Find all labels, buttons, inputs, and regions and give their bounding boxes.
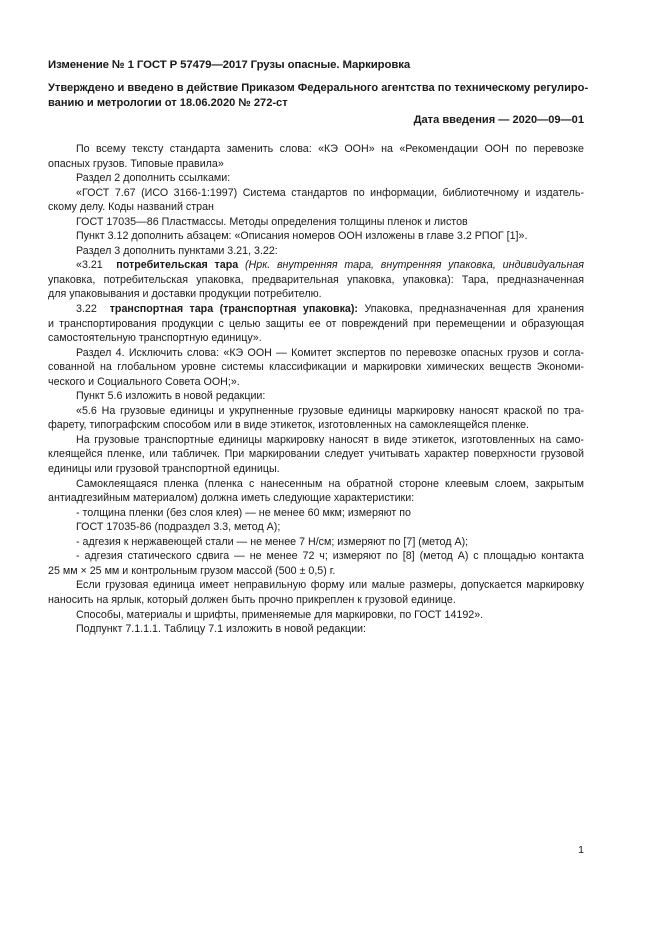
text-line: самостоятельную транспортную единицу».: [48, 332, 262, 345]
text-line: На грузовые транспортные единицы маркировку наносят в виде этикеток, изготовленных на само-: [76, 433, 584, 446]
term-number: 3.22: [76, 303, 97, 316]
list-item: - адгезия статического сдвига — не менее 72 ч; измеряют по [8] (метод А) с площадью контакта: [76, 550, 584, 563]
amendment-title: Изменение № 1 ГОСТ Р 57479—2017 Грузы опасные. Маркировка: [48, 59, 411, 71]
list-item: - адгезия к нержавеющей стали — не менее 7 Н/см; измеряют по [7] (метод А);: [76, 535, 469, 548]
text-line: «5.6 На грузовые единицы и укрупненные грузовые единицы маркировку наносят краской по тра-: [76, 404, 584, 417]
text-line: Если грузовая единица имеет неправильную форму или малые размеры, допускается маркировку: [76, 579, 584, 592]
text-line: 25 мм × 25 мм и контрольным грузом массой (500 ± 0,5) г.: [48, 564, 336, 577]
text-line: для упаковывания и доставки продукции потребителю.: [48, 288, 322, 301]
text-line: Раздел 2 дополнить ссылками:: [76, 172, 231, 185]
text-line: Пункт 3.12 дополнить абзацем: «Описания номеров ООН изложены в главе 3.2 РПОГ [1]».: [76, 230, 528, 243]
approval-statement: [48, 81, 608, 110]
text-line: фарету, типографским способом или в виде этикеток, изготовленных на самоклеящейся пленке.: [48, 419, 530, 432]
list-item: ГОСТ 17035-86 (подраздел 3.3, метод А);: [76, 521, 281, 534]
term-name: транспортная тара (транспортная упаковка):: [109, 303, 358, 316]
text-line: единицы или грузовой транспортной единицы.: [48, 463, 280, 476]
text-line: и транспортирования продукции с целью защиты ее от повреждений при перемещении и образующая: [48, 317, 584, 330]
text-line: наносить на ярлык, который должен быть прочно прикреплен к грузовой единице.: [48, 593, 456, 606]
text-line: ГОСТ 17035—86 Пластмассы. Методы определения толщины пленок и листов: [76, 215, 468, 228]
term-name: потребительская тара: [116, 259, 239, 272]
text-line: «ГОСТ 7.67 (ИСО 3166-1:1997) Система стандартов по информации, библиотечному и издатель-: [76, 186, 584, 199]
page-number: 1: [578, 844, 584, 856]
text-line: ческого и Социального Совета ООН;».: [48, 375, 240, 388]
text-line: клеящейся пленке, или табличек. При маркировании следует учитывать характер поверхности грузовой: [48, 448, 584, 461]
text-line: По всему тексту стандарта заменить слова: «КЭ ООН» на «Рекомендации ООН по перевозке: [76, 143, 584, 155]
text-line: Самоклеящаяся пленка (пленка с нанесенным на обратной стороне клеевым слоем, закрытым: [76, 477, 584, 490]
list-item: - толщина пленки (без слоя клея) — не менее 60 мкм; измеряют по: [76, 506, 411, 519]
term-number: «3.21: [76, 259, 103, 272]
term-definition: Упаковка, предназначенная для хранения: [364, 303, 584, 316]
term-synonyms: (Нрк. внутренняя тара, внутренняя упаковка, индивидуальная: [244, 259, 584, 272]
term-line: [48, 302, 584, 317]
text-line: Способы, материалы и шрифты, применяемые для маркировки, по ГОСТ 14192».: [76, 608, 484, 621]
text-line: Раздел 3 дополнить пунктами 3.21, 3.22:: [76, 244, 278, 257]
approval-line: Утверждено и введено в действие Приказом Федерального агентства по техническому регулиро-: [48, 82, 589, 94]
text-line: скому делу. Коды названий стран: [48, 201, 214, 214]
text-line: опасных грузов. Типовые правила»: [48, 157, 224, 170]
text-line: Пункт 5.6 изложить в новой редакции:: [76, 390, 266, 403]
introduction-date: Дата введения — 2020—09—01: [413, 114, 584, 126]
text-line: Подпункт 7.1.1.1. Таблицу 7.1 изложить в новой редакции:: [76, 623, 366, 636]
text-line: упаковка, потребительская упаковка, предварительная упаковка, упаковка): Тара, предназначенная: [48, 273, 584, 286]
text-line: Раздел 4. Исключить слова: «КЭ ООН — Комитет экспертов по перевозке опасных грузов и согла-: [76, 346, 584, 359]
approval-line: ванию и метрологии от 18.06.2020 № 272-ст: [48, 96, 288, 109]
term-line: [48, 258, 584, 273]
text-line: сованной на глобальном уровне системы классификации и маркировки химических веществ Экономи-: [48, 361, 584, 374]
text-line: антиадгезийным материалом) должна иметь следующие характеристики:: [48, 492, 415, 505]
document-body: [48, 142, 584, 637]
